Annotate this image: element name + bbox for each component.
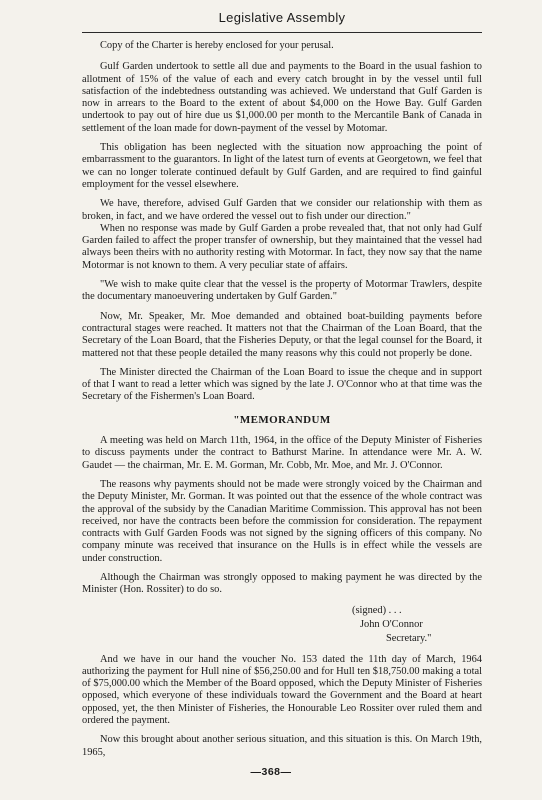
signature-name: John O'Connor [360, 618, 423, 630]
memo-paragraph: A meeting was held on March 11th, 1964, in the office of the Deputy Minister of Fisheries to discuss payments under the contract to Bathurst Marine. In attendance were Mr. A. W. Gaudet — the chairman, Mr. E. M. Gorman, Mr. Cobb, Mr. Moe, and Mr. J. O'Connor. [82, 435, 482, 471]
paragraph: Copy of the Charter is hereby enclosed for your perusal. [100, 40, 334, 51]
signature-block [352, 604, 482, 646]
paragraph: And we have in our hand the voucher No. 153 dated the 11th day of March, 1964 authorizing the payment for Hull nine of $56,250.00 and for Hull ten $18,750.00 making a total of $75,000.00 which the Member of the Board opposed, which the Deputy Minister of Fisheries opposed, which everyone of these individuals toward the Government and the Board at heart opposed, yet, the then Minister of Fisheries, the Honourable Leo Rossiter over ruled them and ordered the payment. [82, 653, 482, 727]
paragraph: "We wish to make quite clear that the vessel is the property of Motormar Trawlers, despite the documentary manoeuvering undertaken by Gulf Garden." [82, 279, 482, 303]
memo-title: "MEMORANDUM [233, 413, 331, 426]
memo-paragraph: The reasons why payments should not be made were strongly voiced by the Chairman and the Deputy Minister, Mr. Gorman. It was pointed out that the essence of the whole contract was the approval of the subsidy by the Canadian Maritime Commission. This approval has not been received, nor have the contracts been before the commission for consideration. The repayment contracts with Gulf Garden Foods was not signed by the signing officers of this company. No company minute was received that insurance on the Hulls is in effect while the vessels are under construction. [82, 478, 482, 564]
body-text [82, 40, 482, 766]
paragraph: The Minister directed the Chairman of the Loan Board to issue the cheque and in support of that I want to read a letter which was signed by the late J. O'Connor who at that time was the Secretary of the Fishermen's Loan Board. [82, 366, 482, 403]
header-title: Legislative Assembly [218, 10, 346, 25]
paragraph: When no response was made by Gulf Garden a probe revealed that, that not only had Gulf Garden failed to affect the proper transfer of ownership, but they maintained that the vessel had always been theirs with no authority resting with Motormar. In fact, they now say that the name Motormar is not known to them. A very peculiar state of affairs. [82, 222, 482, 271]
paragraph: Now, Mr. Speaker, Mr. Moe demanded and obtained boat-building payments before contractural stages were reached. It matters not that the Chairman of the Loan Board, that the Secretary of the Loan Board, that the Fisheries Deputy, or that the legal counsel for the Board, it mattered not that these people detailed the many reasons why this could not properly be done. [82, 310, 482, 359]
page-number: —368— [250, 766, 292, 778]
paragraph: Now this brought about another serious situation, and this situation is this. On March 19th, 1965, [82, 734, 482, 758]
page-header [82, 6, 482, 33]
paragraph: We have, therefore, advised Gulf Garden that we consider our relationship with them as broken, in fact, and we have ordered the vessel out to fish under our direction." [82, 198, 482, 222]
signature-signed: (signed) . . . [352, 604, 402, 616]
paragraph: Gulf Garden undertook to settle all due and payments to the Board in the usual fashion to allotment of 15% of the value of each and every catch brought in by the vessel until full satisfaction of the indebtedness outstanding was achieved. We understand that Gulf Garden is now in arrears to the Board to the extent of about $4,000 on the Howe Bay. Gulf Garden undertook to pay out of hire due us $1,000.00 per month to the Mercantile Bank of Canada in settlement of the loan made for down-payment of the vessel by Motomar. [82, 61, 482, 134]
paragraph: This obligation has been neglected with the situation now approaching the point of embarrassment to the guarantors. In light of the latest turn of events at Georgetown, we feel that we can no longer tolerate continued default by Gulf Garden, and are required to find gainful employment for the vessel elsewhere. [82, 142, 482, 190]
signature-title: Secretary." [386, 632, 432, 644]
memo-paragraph: Although the Chairman was strongly opposed to making payment he was directed by the Minister (Hon. Rossiter) to do so. [82, 571, 482, 596]
